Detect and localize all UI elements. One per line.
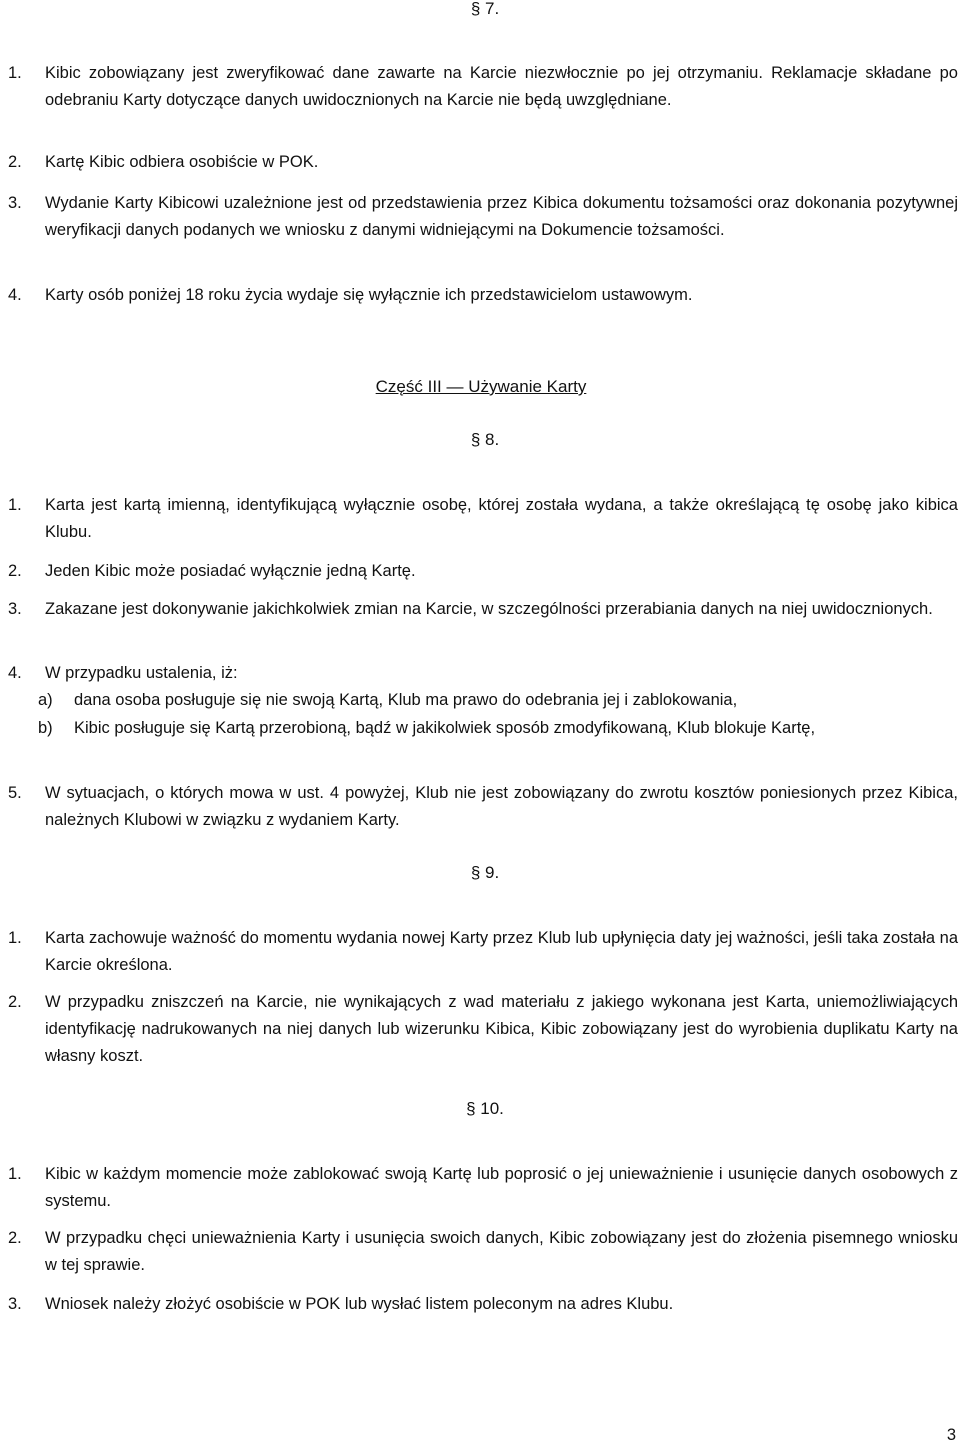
section-heading-8: § 8. (470, 430, 500, 449)
item-number: 3. (8, 194, 22, 212)
section-heading-10: § 10. (466, 1099, 504, 1118)
item-text: Wydanie Karty Kibicowi uzależnione jest od przedstawienia przez Kibica dokumentu tożsamości oraz dokonania pozytywnej weryfikacji danych podanych we wniosku z danymi widniejącymi na Dokumencie tożsamości. (45, 194, 958, 239)
item-number: 1. (8, 64, 22, 82)
item-text: W przypadku chęci unieważnienia Karty i usunięcia swoich danych, Kibic zobowiązany jest do złożenia pisemnego wniosku w tej sprawie. (45, 1229, 958, 1274)
item-text: Wniosek należy złożyć osobiście w POK lub wysłać listem poleconym na adres Klubu. (45, 1295, 674, 1313)
sub-item-letter: b) (38, 719, 53, 737)
section-heading-7: § 7. (470, 0, 500, 18)
item-text: Zakazane jest dokonywanie jakichkolwiek zmian na Karcie, w szczególności przerabiania danych na niej uwidocznionych. (45, 600, 933, 618)
section-heading-9: § 9. (470, 863, 500, 882)
item-text: Karta zachowuje ważność do momentu wydania nowej Karty przez Klub lub upłynięcia daty jej ważności, jeśli taka została na Karcie określona. (45, 929, 958, 974)
item-number: 2. (8, 1229, 22, 1247)
item-number: 2. (8, 993, 22, 1011)
item-number: 2. (8, 153, 22, 171)
item-text: Kibic w każdym momencie może zablokować swoją Kartę lub poprosić o jej unieważnienie i usunięcie danych osobowych z systemu. (45, 1165, 958, 1210)
item-text: W przypadku zniszczeń na Karcie, nie wynikających z wad materiału z jakiego wykonana jest Karta, uniemożliwiających identyfikację nadrukowanych na niej danych lub wizerunku Kibica, Kibic zobowiązany jest do wyrobienia duplikatu Karty na własny koszt. (45, 993, 958, 1065)
item-text: Kibic zobowiązany jest zweryfikować dane zawarte na Karcie niezwłocznie po jej otrzymaniu. Reklamacje składane po odebraniu Karty dotyczące danych uwidocznionych na Karcie nie będą uwzględniane. (45, 64, 958, 109)
item-number: 1. (8, 1165, 22, 1183)
item-text: Karta jest kartą imienną, identyfikującą wyłącznie osobę, której została wydana, a także określającą tę osobę jako kibica Klubu. (45, 496, 958, 541)
item-number: 2. (8, 562, 22, 580)
item-number: 1. (8, 496, 22, 514)
sub-item-letter: a) (38, 691, 53, 709)
item-text: W sytuacjach, o których mowa w ust. 4 powyżej, Klub nie jest zobowiązany do zwrotu kosztów poniesionych przez Kibica, należnych Klubowi w związku z wydaniem Karty. (45, 784, 958, 829)
item-number: 4. (8, 664, 22, 682)
item-text: Karty osób poniżej 18 roku życia wydaje się wyłącznie ich przedstawicielom ustawowym. (45, 286, 693, 304)
item-text: W przypadku ustalenia, iż: (45, 664, 238, 682)
item-text: Kartę Kibic odbiera osobiście w POK. (45, 153, 319, 171)
sub-item-text: Kibic posługuje się Kartą przerobioną, bądź w jakikolwiek sposób zmodyfikowaną, Klub blokuje Kartę, (74, 719, 816, 737)
page-number: 3 (946, 1426, 956, 1444)
item-number: 4. (8, 286, 22, 304)
item-text: Jeden Kibic może posiadać wyłącznie jedną Kartę. (45, 562, 416, 580)
item-number: 3. (8, 600, 22, 618)
item-number: 5. (8, 784, 22, 802)
item-number: 1. (8, 929, 22, 947)
sub-item-text: dana osoba posługuje się nie swoją Kartą, Klub ma prawo do odebrania jej i zablokowania, (74, 691, 738, 709)
part-title: Część III — Używanie Karty (375, 377, 587, 396)
item-number: 3. (8, 1295, 22, 1313)
